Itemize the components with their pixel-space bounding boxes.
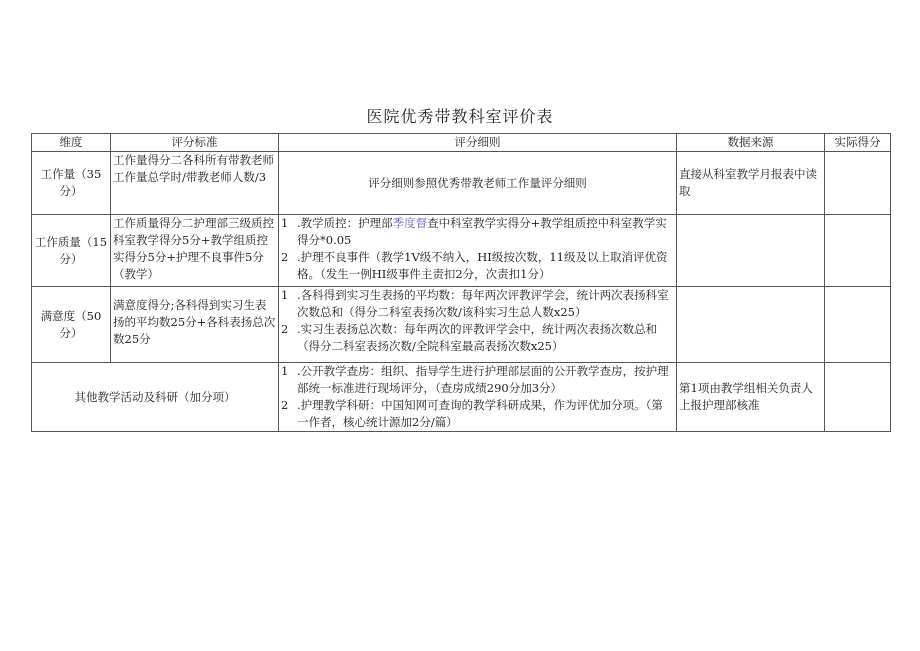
source-cell — [677, 215, 825, 287]
dimension-cell: 满意度（50分） — [32, 287, 111, 363]
detail-item — [281, 249, 674, 283]
item-number: 1 — [281, 288, 289, 302]
item-text: .公开教学查房：组织、指导学生进行护理部层面的公开教学查房，按护理部统一标准进行现场评分，（查房成绩290分加3分） — [297, 364, 669, 395]
evaluation-table — [31, 133, 891, 432]
item-number: 2 — [281, 250, 289, 264]
item-number: 1 — [281, 216, 289, 230]
header-standard: 评分标准 — [111, 134, 279, 152]
highlighted-text: 季度督 — [392, 216, 428, 230]
header-detail: 评分细则 — [279, 134, 677, 152]
item-number: 1 — [281, 364, 289, 378]
table-row — [32, 152, 891, 215]
item-text: .护理教学科研：中国知网可查询的教学科研成果，作为评优加分项。（第一作者，核心统计源加2分/篇） — [297, 398, 663, 429]
detail-item — [281, 397, 674, 431]
standard-cell: 工作量得分二各科所有带教老师工作量总学时/带教老师人数/3 — [111, 152, 279, 215]
detail-item — [281, 363, 674, 397]
detail-item — [281, 287, 674, 321]
item-number: 2 — [281, 398, 289, 412]
standard-cell: 满意度得分;各科得到实习生表扬的平均数25分+各科表扬总次数25分 — [111, 287, 279, 363]
source-cell — [677, 287, 825, 363]
detail-cell: 评分细则参照优秀带教老师工作量评分细则 — [279, 152, 677, 215]
score-cell — [825, 287, 891, 363]
score-cell — [825, 215, 891, 287]
item-number: 2 — [281, 322, 289, 336]
item-text: 查中科室教学实得分+教学组质控中科室教学实得分*0.05 — [297, 216, 667, 247]
table-row — [32, 287, 891, 363]
dimension-cell: 其他教学活动及科研（加分项） — [32, 363, 279, 432]
table-row — [32, 215, 891, 287]
source-cell: 直接从科室教学月报表中读取 — [677, 152, 825, 215]
header-score: 实际得分 — [825, 134, 891, 152]
item-text: .实习生表扬总次数：每年两次的评教评学会中，统计两次表扬次数总和（得分二科室表扬次数/全院科室最高表扬次数x25） — [297, 322, 658, 353]
standard-cell: 工作质量得分二护理部三级质控科室教学得分5分+教学组质控实得分5分+护理不良事件5分（教学） — [111, 215, 279, 287]
table-row — [32, 363, 891, 432]
detail-item — [281, 321, 674, 355]
dimension-cell: 工作量（35分） — [32, 152, 111, 215]
detail-cell — [279, 215, 677, 287]
detail-cell — [279, 287, 677, 363]
table-header-row — [32, 134, 891, 152]
score-cell — [825, 152, 891, 215]
item-text: .各科得到实习生表扬的平均数：每年两次评教评学会，统计两次表扬科室次数总和（得分二科室表扬次数/该科实习生总人数x25） — [297, 288, 669, 319]
detail-item — [281, 215, 674, 249]
detail-cell — [279, 363, 677, 432]
score-cell — [825, 363, 891, 432]
item-text: .护理不良事件（教学1V级不纳入，HI级按次数，11级及以上取消评优资格。（发生一例HI级事件主责扣2分，次责扣1分） — [297, 250, 668, 281]
item-text: .教学质控：护理部 — [297, 216, 393, 230]
header-dimension: 维度 — [32, 134, 111, 152]
dimension-cell: 工作质量（15分） — [32, 215, 111, 287]
header-source: 数据来源 — [677, 134, 825, 152]
source-cell: 第1项由教学组相关负责人上报护理部核准 — [677, 363, 825, 432]
page-title: 医院优秀带教科室评价表 — [366, 107, 554, 126]
